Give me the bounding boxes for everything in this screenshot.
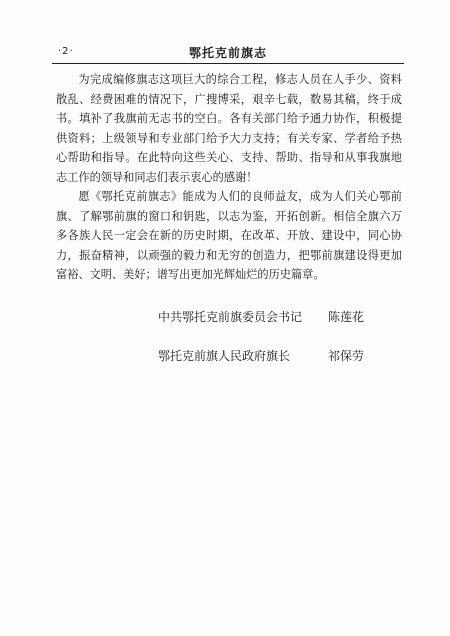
signature-name: 陈莲花 [328, 309, 365, 324]
signature-name: 祁保劳 [328, 348, 365, 363]
body-text [56, 70, 402, 285]
running-header [52, 44, 404, 62]
signature-title: 鄂托克前旗人民政府旗长 [158, 348, 291, 363]
signature-block [158, 306, 418, 365]
paragraph-aspiration: 愿《鄂托克前旗志》能成为人们的良师益友，成为人们关心鄂前旗、了解鄂前旗的窗口和钥匙，以志为鉴，开拓创新。相信全旗六万多各族人民一定会在新的历史时期，在改革、开放、建设中，同心协力，振奋精神，以顽强的毅力和无穷的创造力，把鄂前旗建设得更加富裕、文明、美好；谱写出更加光辉灿烂的历史篇章。 [56, 190, 402, 281]
paragraph-acknowledgement: 为完成编修旗志这项巨大的综合工程，修志人员在人手少、资料散乱、经费困难的情况下，广搜博采，艰辛七载，数易其稿，终于成书。填补了我旗前无志书的空白。各有关部门给予通力协作，积极提供资料；上级领导和专业部门给予大力支持；有关专家、学者给予热心帮助和指导。在此特向这些关心、支持、帮助、指导和从事我旗地志工作的领导和同志们表示衷心的感谢！ [56, 73, 402, 184]
signature-title: 中共鄂托克前旗委员会书记 [158, 309, 303, 324]
signature-row [158, 345, 418, 365]
header-rule [52, 63, 404, 64]
page-number: ·2· [58, 46, 74, 57]
signature-row [158, 306, 418, 326]
header-title: 鄂托克前旗志 [188, 46, 267, 60]
